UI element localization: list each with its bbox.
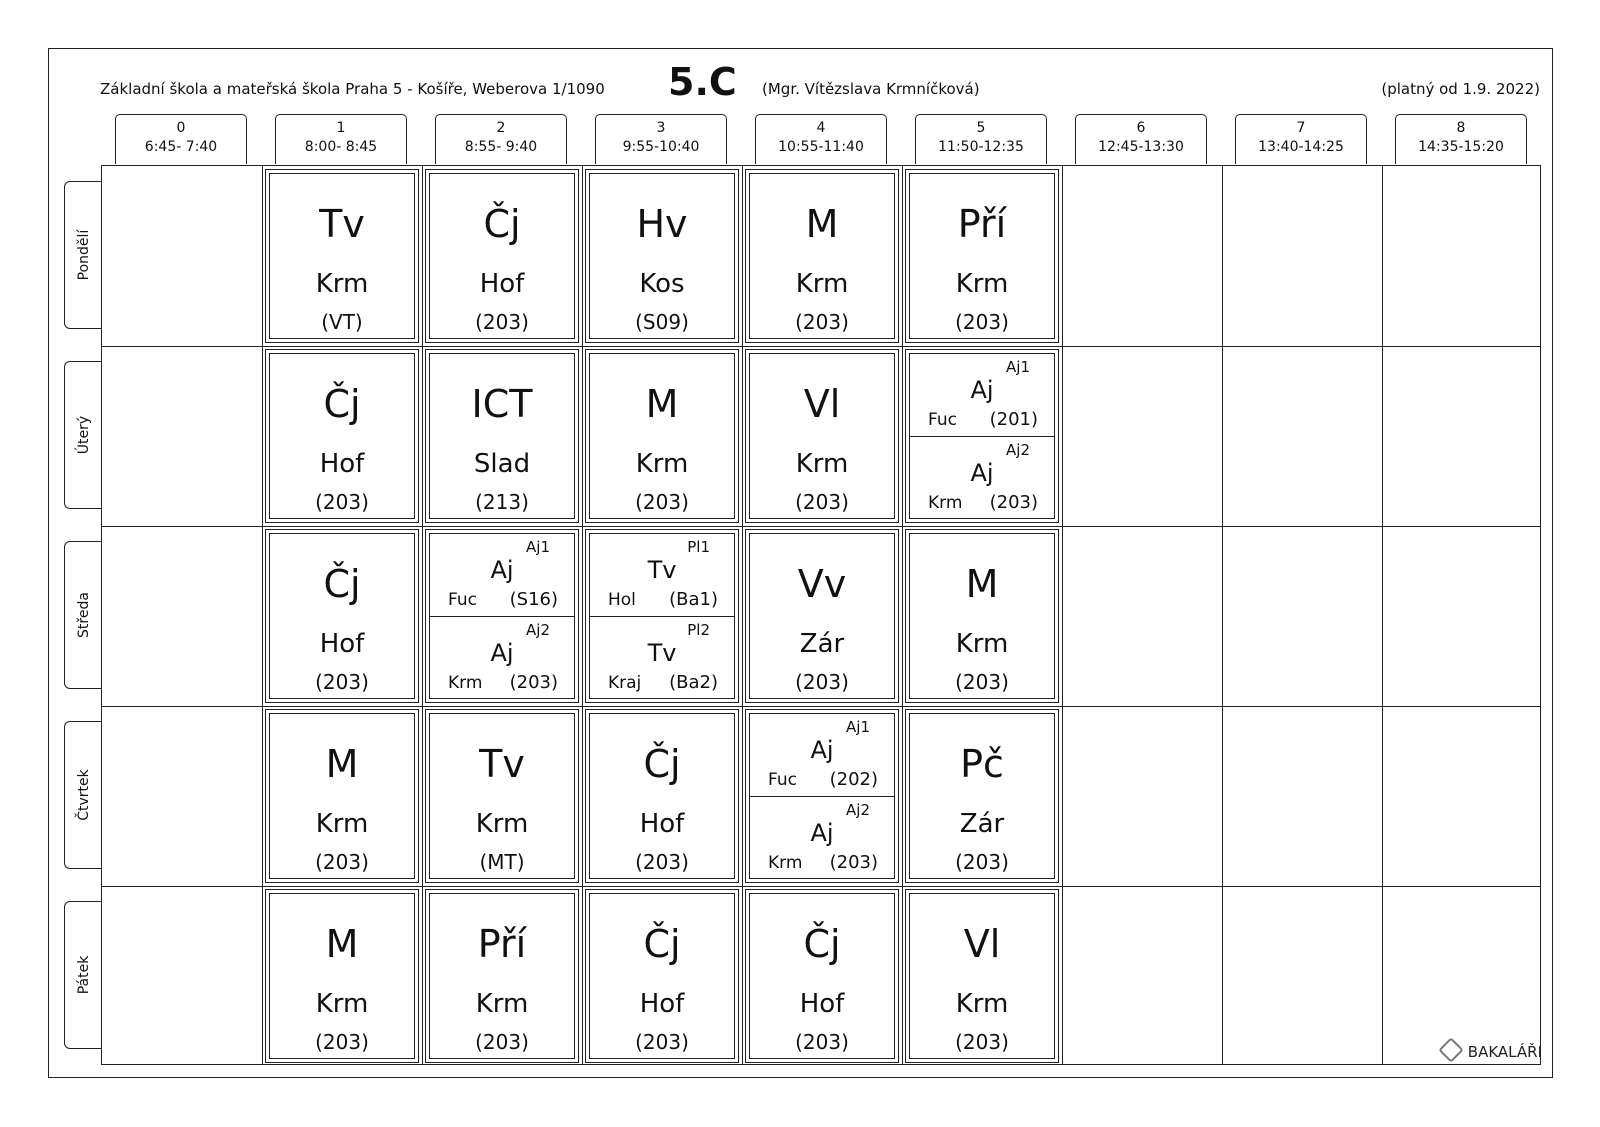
lesson-cell-inner (589, 353, 735, 519)
lesson-cell[interactable] (745, 349, 899, 523)
lesson-cell[interactable] (265, 529, 419, 703)
lesson-group-2[interactable] (910, 436, 1054, 519)
lesson-cell-inner (749, 173, 895, 339)
subject-abbr: Pč (960, 742, 1004, 786)
grid-column-line (902, 166, 903, 1064)
room-label: (VT) (321, 310, 363, 334)
room-label: (213) (475, 490, 529, 514)
room-label: (203) (315, 850, 369, 874)
lesson-cell-inner (749, 533, 895, 699)
room-label: (203) (315, 670, 369, 694)
day-name: Pondělí (75, 229, 92, 281)
lesson-cell[interactable] (585, 709, 739, 883)
day-label-2 (64, 541, 102, 689)
lesson-cell-inner (749, 353, 895, 519)
grid-column-line (422, 166, 423, 1064)
teacher-abbr: Kos (639, 269, 685, 299)
room-label: (203) (955, 1030, 1009, 1054)
room-label: (203) (635, 490, 689, 514)
lesson-group-2[interactable] (430, 616, 574, 699)
subject-abbr: M (325, 742, 359, 786)
lesson-cell[interactable] (745, 169, 899, 343)
lesson-cell-inner (589, 713, 735, 879)
teacher-abbr: Krm (315, 269, 369, 299)
grid-row-line (102, 706, 1540, 707)
class-teacher: (Mgr. Vítězslava Krmníčková) (762, 80, 980, 98)
room-label: (203) (475, 1030, 529, 1054)
period-number: 1 (336, 120, 346, 136)
lesson-cell[interactable] (585, 529, 739, 703)
period-header-4 (755, 114, 887, 164)
bakalari-logo-icon (1438, 1037, 1463, 1062)
class-title: 5.C (668, 60, 737, 104)
teacher-abbr: Krm (795, 449, 849, 479)
lesson-group-2[interactable] (590, 616, 734, 699)
teacher-abbr: Krm (795, 269, 849, 299)
day-label-4 (64, 901, 102, 1049)
period-header-7 (1235, 114, 1367, 164)
teacher-abbr: Hol (608, 590, 636, 610)
valid-from: (platný od 1.9. 2022) (1381, 80, 1540, 98)
room-label: (203) (795, 1030, 849, 1054)
school-name: Základní škola a mateřská škola Praha 5 - Košíře, Weberova 1/1090 (100, 80, 605, 98)
lesson-cell[interactable] (265, 169, 419, 343)
grid-column-line (582, 166, 583, 1064)
lesson-cell-inner (269, 353, 415, 519)
grid-row-line (102, 346, 1540, 347)
room-label: (203) (635, 1030, 689, 1054)
grid-row-line (102, 886, 1540, 887)
period-header-8 (1395, 114, 1527, 164)
teacher-abbr: Hof (799, 989, 845, 1019)
period-header-1 (275, 114, 407, 164)
day-name: Úterý (75, 415, 92, 455)
teacher-abbr: Hof (319, 449, 365, 479)
room-label: (S09) (635, 310, 689, 334)
period-time: 9:55-10:40 (622, 139, 700, 155)
lesson-cell[interactable] (745, 709, 899, 883)
lesson-cell-inner (909, 173, 1055, 339)
day-label-1 (64, 361, 102, 509)
lesson-cell[interactable] (425, 529, 579, 703)
group-label: Pl1 (687, 538, 710, 556)
group-label: Aj1 (1006, 358, 1030, 376)
lesson-cell[interactable] (425, 709, 579, 883)
day-name: Čtvrtek (75, 769, 92, 821)
lesson-cell-inner (269, 173, 415, 339)
group-label: Aj2 (1006, 441, 1030, 459)
grid-column-line (742, 166, 743, 1064)
subject-abbr: Čj (483, 202, 521, 246)
lesson-cell-inner (909, 713, 1055, 879)
lesson-group-2[interactable] (750, 796, 894, 879)
grid-column-line (1222, 166, 1223, 1064)
subject-abbr: Tv (479, 742, 525, 786)
period-time: 8:55- 9:40 (464, 139, 538, 155)
period-header-2 (435, 114, 567, 164)
period-time: 12:45-13:30 (1098, 139, 1184, 155)
lesson-cell[interactable] (905, 529, 1059, 703)
subject-abbr: Čj (643, 922, 681, 966)
footer-logo (1442, 1041, 1542, 1061)
subject-abbr: Aj (810, 819, 834, 847)
subject-abbr: Aj (490, 556, 514, 584)
period-time: 11:50-12:35 (938, 139, 1024, 155)
room-label: (203) (955, 670, 1009, 694)
teacher-abbr: Hof (639, 989, 685, 1019)
teacher-abbr: Slad (473, 449, 531, 479)
teacher-abbr: Hof (479, 269, 525, 299)
subject-abbr: Čj (323, 562, 361, 606)
lesson-cell[interactable] (905, 709, 1059, 883)
lesson-cell-inner (269, 713, 415, 879)
teacher-abbr: Krm (635, 449, 689, 479)
teacher-abbr: Fuc (448, 590, 477, 610)
teacher-abbr: Fuc (768, 770, 797, 790)
lesson-group-1[interactable] (590, 534, 734, 616)
period-number: 4 (816, 120, 826, 136)
teacher-abbr: Krm (955, 269, 1009, 299)
room-label: (203) (795, 310, 849, 334)
lesson-cell-inner (429, 713, 575, 879)
grid-column-line (1382, 166, 1383, 1064)
teacher-abbr: Krm (955, 629, 1009, 659)
room-label: (203) (475, 310, 529, 334)
lesson-cell[interactable] (905, 169, 1059, 343)
period-number: 2 (496, 120, 506, 136)
lesson-cell[interactable] (265, 709, 419, 883)
lesson-cell[interactable] (265, 889, 419, 1063)
subject-abbr: Tv (319, 202, 365, 246)
room-label: (203) (989, 492, 1038, 513)
period-number: 6 (1136, 120, 1146, 136)
lesson-group-1[interactable] (430, 534, 574, 616)
subject-abbr: Čj (643, 742, 681, 786)
period-number: 7 (1296, 120, 1306, 136)
lesson-cell[interactable] (585, 169, 739, 343)
subject-abbr: ICT (471, 382, 533, 426)
room-label: (S16) (509, 589, 558, 610)
subject-abbr: Čj (803, 922, 841, 966)
period-time: 10:55-11:40 (778, 139, 864, 155)
teacher-abbr: Krm (928, 493, 963, 513)
room-label: (203) (829, 852, 878, 873)
period-header-3 (595, 114, 727, 164)
period-time: 6:45- 7:40 (144, 139, 218, 155)
room-label: (203) (955, 310, 1009, 334)
period-header-5 (915, 114, 1047, 164)
room-label: (Ba1) (669, 589, 718, 610)
lesson-cell[interactable] (585, 889, 739, 1063)
period-number: 8 (1456, 120, 1466, 136)
lesson-group-1[interactable] (750, 714, 894, 796)
subject-abbr: Hv (636, 202, 688, 246)
lesson-cell-inner (429, 173, 575, 339)
group-label: Pl2 (687, 621, 710, 639)
lesson-cell-inner (269, 893, 415, 1059)
period-number: 3 (656, 120, 666, 136)
lesson-cell[interactable] (425, 169, 579, 343)
subject-abbr: Čj (323, 382, 361, 426)
period-time: 13:40-14:25 (1258, 139, 1344, 155)
period-time: 8:00- 8:45 (304, 139, 378, 155)
teacher-abbr: Krm (475, 809, 529, 839)
group-label: Aj2 (846, 801, 870, 819)
group-label: Aj2 (526, 621, 550, 639)
lesson-cell[interactable] (585, 349, 739, 523)
lesson-cell[interactable] (745, 529, 899, 703)
timetable-grid (101, 165, 1541, 1065)
room-label: (203) (795, 670, 849, 694)
lesson-cell-inner (909, 893, 1055, 1059)
teacher-abbr: Krm (315, 989, 369, 1019)
group-label: Aj1 (526, 538, 550, 556)
lesson-cell-inner (909, 353, 1055, 519)
grid-column-line (1062, 166, 1063, 1064)
subject-abbr: Pří (477, 922, 527, 966)
day-label-3 (64, 721, 102, 869)
room-label: (203) (509, 672, 558, 693)
teacher-abbr: Zár (959, 809, 1005, 839)
lesson-cell[interactable] (425, 349, 579, 523)
day-label-0 (64, 181, 102, 329)
teacher-abbr: Hof (319, 629, 365, 659)
group-label: Aj1 (846, 718, 870, 736)
lesson-cell[interactable] (425, 889, 579, 1063)
subject-abbr: Vl (963, 922, 1001, 966)
subject-abbr: Aj (490, 639, 514, 667)
lesson-cell-inner (589, 893, 735, 1059)
lesson-cell-inner (589, 533, 735, 699)
subject-abbr: Aj (970, 459, 994, 487)
period-number: 5 (976, 120, 986, 136)
grid-column-line (262, 166, 263, 1064)
day-name: Pátek (75, 955, 92, 995)
room-label: (203) (795, 490, 849, 514)
room-label: (201) (989, 409, 1038, 430)
lesson-cell[interactable] (745, 889, 899, 1063)
day-name: Středa (75, 592, 92, 638)
lesson-cell-inner (429, 533, 575, 699)
lesson-cell-inner (429, 893, 575, 1059)
teacher-abbr: Zár (799, 629, 845, 659)
lesson-cell-inner (429, 353, 575, 519)
lesson-cell[interactable] (905, 889, 1059, 1063)
teacher-abbr: Krm (768, 853, 803, 873)
teacher-abbr: Krm (475, 989, 529, 1019)
lesson-cell-inner (269, 533, 415, 699)
room-label: (MT) (479, 850, 525, 874)
lesson-cell[interactable] (905, 349, 1059, 523)
room-label: (Ba2) (669, 672, 718, 693)
lesson-cell-inner (749, 893, 895, 1059)
room-label: (203) (315, 490, 369, 514)
subject-abbr: M (965, 562, 999, 606)
teacher-abbr: Kraj (608, 673, 642, 693)
period-time: 14:35-15:20 (1418, 139, 1504, 155)
grid-row-line (102, 526, 1540, 527)
subject-abbr: Aj (970, 376, 994, 404)
teacher-abbr: Krm (955, 989, 1009, 1019)
teacher-abbr: Krm (315, 809, 369, 839)
subject-abbr: Pří (957, 202, 1007, 246)
lesson-cell[interactable] (265, 349, 419, 523)
teacher-abbr: Fuc (928, 410, 957, 430)
subject-abbr: Tv (647, 639, 677, 667)
lesson-cell-inner (589, 173, 735, 339)
room-label: (202) (829, 769, 878, 790)
room-label: (203) (635, 850, 689, 874)
lesson-cell-inner (909, 533, 1055, 699)
period-number: 0 (176, 120, 186, 136)
subject-abbr: M (645, 382, 679, 426)
subject-abbr: M (805, 202, 839, 246)
teacher-abbr: Hof (639, 809, 685, 839)
room-label: (203) (955, 850, 1009, 874)
period-header-0 (115, 114, 247, 164)
subject-abbr: Vl (803, 382, 841, 426)
subject-abbr: M (325, 922, 359, 966)
subject-abbr: Tv (647, 556, 677, 584)
teacher-abbr: Krm (448, 673, 483, 693)
period-header-6 (1075, 114, 1207, 164)
subject-abbr: Aj (810, 736, 834, 764)
lesson-cell-inner (749, 713, 895, 879)
logo-text: BAKALÁŘI (1467, 1043, 1542, 1061)
room-label: (203) (315, 1030, 369, 1054)
lesson-group-1[interactable] (910, 354, 1054, 436)
subject-abbr: Vv (797, 562, 847, 606)
